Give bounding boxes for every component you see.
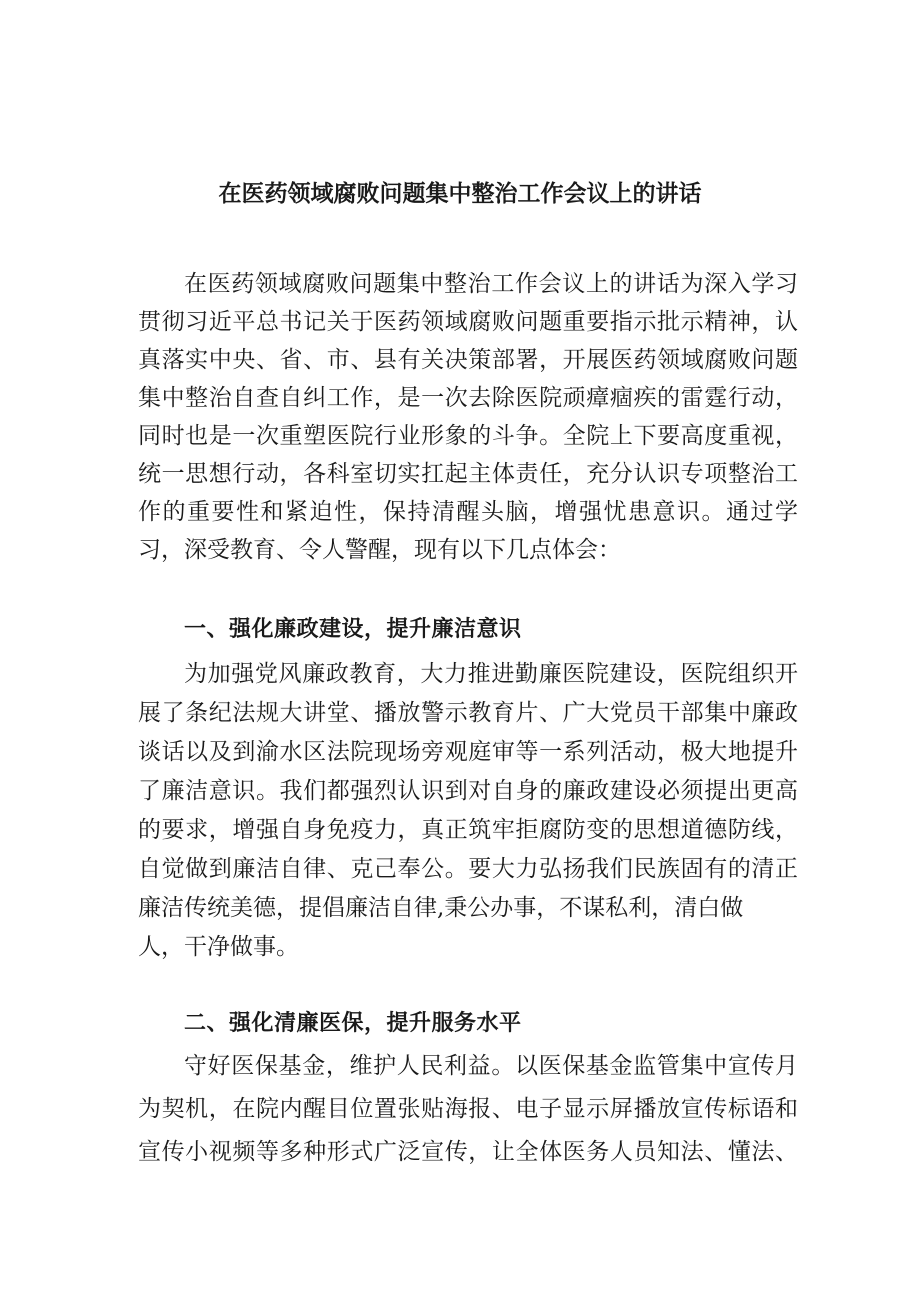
intro-line: 在医药领域腐败问题集中整治工作会议上的讲话为深入学习 [184, 271, 798, 297]
intro-line: 同时也是一次重塑医院行业形象的斗争。全院上下要高度重视， [138, 423, 798, 449]
intro-line: 贯彻习近平总书记关于医药领域腐败问题重要指示批示精神，认 [138, 309, 798, 335]
section1-line: 谈话以及到渝水区法院现场旁观庭审等一系列活动，极大地提升 [138, 739, 798, 765]
intro-line: 集中整治自查自纠工作，是一次去除医院顽瘴痼疾的雷霆行动， [138, 385, 798, 411]
section1-line: 了廉洁意识。我们都强烈认识到对自身的廉政建设必须提出更高 [138, 778, 798, 804]
section-heading: 二、强化清廉医保，提升服务水平 [184, 1011, 522, 1036]
section1-line: 为加强党风廉政教育，大力推进勤廉医院建设，医院组织开 [184, 661, 798, 687]
section1-line: 自觉做到廉洁自律、克己奉公。要大力弘扬我们民族固有的清正 [138, 856, 798, 882]
section2-line: 守好医保基金，维护人民利益。以医保基金监管集中宣传月 [184, 1053, 798, 1079]
section-heading: 一、强化廉政建设，提升廉洁意识 [184, 617, 522, 642]
intro-line: 习，深受教育、令人警醒，现有以下几点体会： [138, 537, 621, 563]
section2-line: 宣传小视频等多种形式广泛宣传，让全体医务人员知法、懂法、 [138, 1139, 798, 1165]
intro-line: 作的重要性和紧迫性，保持清醒头脑，增强忧患意识。通过学 [138, 499, 798, 525]
section1-line: 展了条纪法规大讲堂、播放警示教育片、广大党员干部集中廉政 [138, 700, 798, 726]
intro-line: 真落实中央、省、市、县有关决策部署，开展医药领域腐败问题 [138, 347, 798, 373]
document-title: 在医药领域腐败问题集中整治工作会议上的讲话 [218, 181, 702, 207]
section1-line: 人，干净做事。 [138, 934, 299, 960]
intro-line: 统一思想行动，各科室切实扛起主体责任，充分认识专项整治工 [138, 461, 798, 487]
section2-line: 为契机，在院内醒目位置张贴海报、电子显示屏播放宣传标语和 [138, 1096, 798, 1122]
section1-line: 的要求，增强自身免疫力，真正筑牢拒腐防变的思想道德防线， [138, 817, 798, 843]
section1-line: 廉洁传统美德，提倡廉洁自律,秉公办事，不谋私利，清白做 [138, 895, 744, 921]
